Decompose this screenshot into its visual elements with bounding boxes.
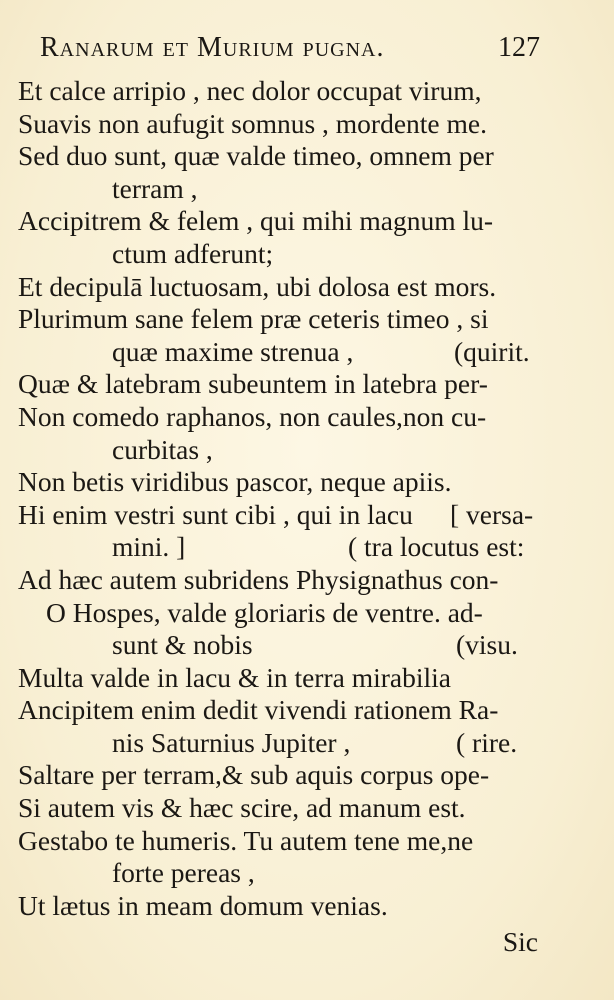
turnover-fragment: ( rire. bbox=[456, 726, 518, 758]
page-number: 127 bbox=[498, 32, 540, 63]
text-line: Non betis viridibus pascor, neque apiis. bbox=[18, 466, 452, 498]
text-line: Plurimum sane felem præ ceteris timeo , si bbox=[18, 303, 489, 335]
text-line: Et calce arripio , nec dolor occupat virum, bbox=[18, 75, 482, 106]
running-title: Ranarum et Murium pugna. bbox=[40, 32, 385, 63]
text-line: Non comedo raphanos, non caules,non cu- bbox=[18, 400, 487, 432]
text-line: mini. ] ( tra locutus est: bbox=[112, 531, 525, 563]
text-line: Ut lætus in meam domum venias. bbox=[18, 889, 388, 921]
text-line: Ad hæc autem subridens Physignathus con- bbox=[18, 563, 499, 595]
text-line: curbitas , bbox=[112, 433, 213, 465]
text-line: terram , bbox=[112, 172, 198, 204]
text-line: quæ maxime strenua , (quirit. bbox=[112, 335, 530, 367]
text-line: Gestabo te humeris. Tu autem tene me,ne bbox=[18, 824, 474, 856]
text-line: Quæ & latebram subeuntem in latebra per- bbox=[18, 368, 488, 400]
running-head bbox=[40, 30, 540, 70]
catchword: Sic bbox=[502, 926, 538, 957]
turnover-fragment: ( tra locutus est: bbox=[348, 531, 525, 563]
text-line: sunt & nobis (visu. bbox=[112, 629, 518, 661]
text-line: O Hospes, valde gloriaris de ventre. ad- bbox=[46, 596, 483, 628]
text-line: ctum adferunt; bbox=[112, 237, 274, 269]
text-line: Si autem vis & hæc scire, ad manum est. bbox=[18, 792, 466, 824]
text-line: Hi enim vestri sunt cibi , qui in lacu [ versa- bbox=[18, 498, 534, 530]
text-line: Sed duo sunt, quæ valde timeo, omnem per bbox=[18, 140, 494, 172]
text-line: forte pereas , bbox=[112, 857, 255, 889]
turnover-fragment: [ versa- bbox=[450, 498, 534, 530]
text-line: Multa valde in lacu & in terra mirabilia bbox=[18, 661, 451, 693]
turnover-fragment: (visu. bbox=[456, 629, 518, 661]
text-line: Accipitrem & felem , qui mihi magnum lu- bbox=[18, 205, 494, 237]
text-line: Ancipitem enim dedit vivendi rationem Ra- bbox=[18, 694, 499, 726]
turnover-fragment: (quirit. bbox=[454, 335, 530, 367]
text-line: nis Saturnius Jupiter , ( rire. bbox=[112, 726, 518, 758]
poem-text bbox=[18, 75, 558, 922]
text-line: Et decipulā luctuosam, ubi dolosa est mors. bbox=[18, 270, 497, 302]
text-line: Suavis non aufugit somnus , mordente me. bbox=[18, 107, 487, 139]
text-line: Saltare per terram,& sub aquis corpus ope- bbox=[18, 759, 490, 791]
